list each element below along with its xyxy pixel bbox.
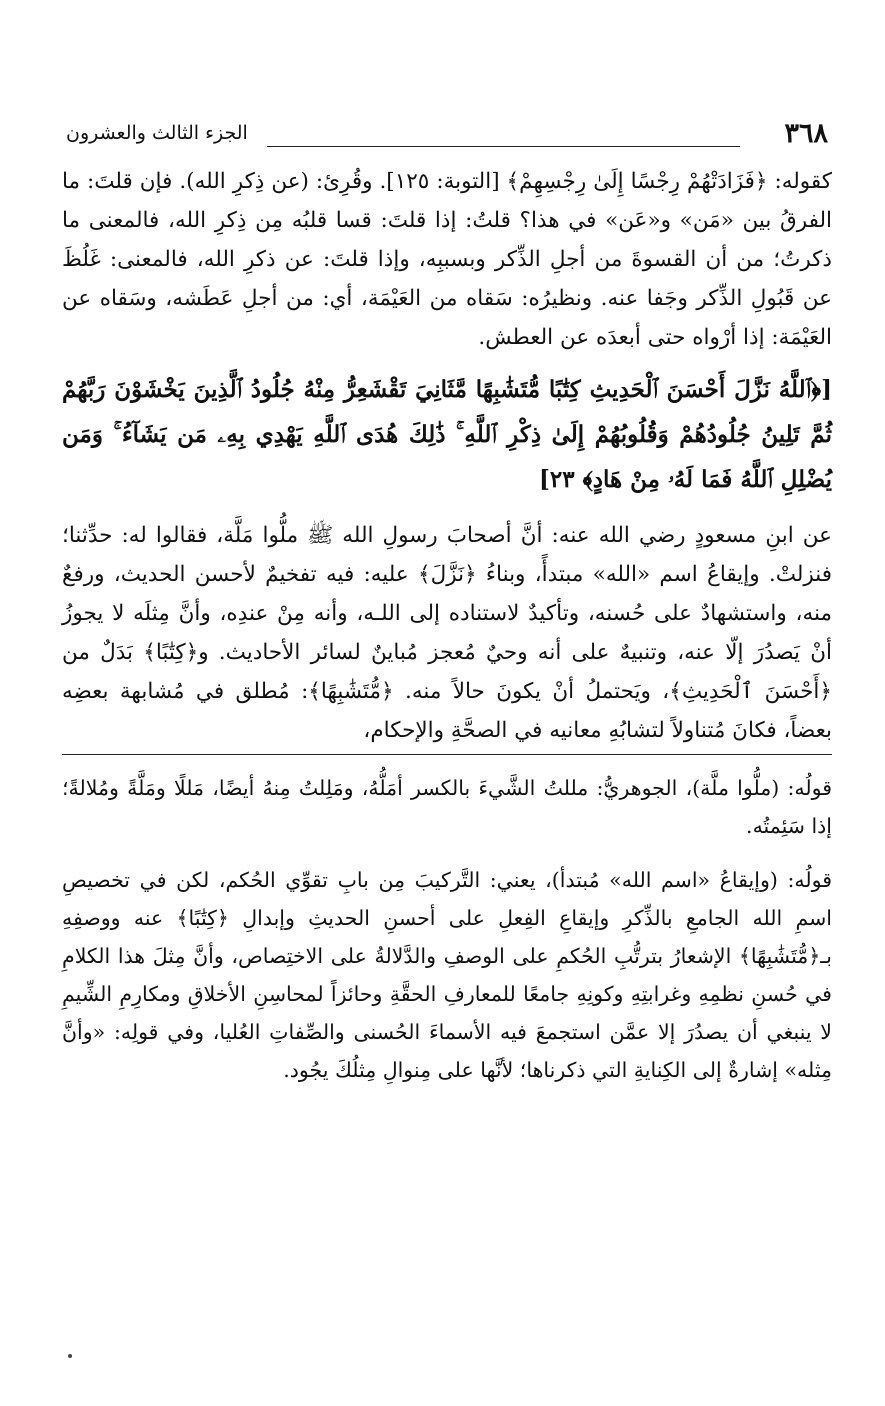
footnote-1: قولُه: (ملُّوا ملَّة)، الجوهريُّ: مللتُ الشَّيءَ بالكسر أمَلُّهُ، ومَلِلتُ مِنهُ أيضًا، مَللًا ومَلَّةً ومُلالةً؛ إذا سَئِمتُه.: [62, 776, 832, 838]
running-title: الجزء الثالث والعشرون: [66, 122, 248, 144]
main-text: [62, 162, 832, 750]
page-number: ٣٦٨: [784, 118, 828, 149]
header-rule: [267, 146, 740, 147]
footnote-2: قولُه: (وإيقاعُ «اسم الله» مُبتدأ)، يعني: التَّركيبَ مِن بابِ تقوِّي الحُكم، لكن في تخصيصِ اسمِ الله الجامعِ بالذِّكرِ وإيقاعِ الفِعلِ على أحسنِ الحديثِ وإبدالِ ﴿كِتَٰبًا﴾ عنه ووصفِهِ بـ﴿مُّتَشَٰبِهًا﴾ الإشعارُ بترتُّبِ الحُكمِ على الوصفِ والدَّلالةُ على الاختِصاص، وأنَّ مِثلَ هذا الكلامِ في حُسنِ نظمِهِ وغرابتِهِ وكونِهِ جامعًا للمعارفِ الحقَّةِ وحائزاً لمحاسِنِ الأخلاقِ ومكارِمِ الشِّيمِ لا ينبغي أن يصدُرَ إلا عمَّن استجمعَ فيه الأسماءَ الحُسنى والصِّفاتِ العُليا، وفي قولِه: «وأنَّ مِثله» إشارةٌ إلى الكِنايةِ التي ذكرناها؛ لأنَّها على مِنوالِ مِثلُكَ يجُود.: [62, 868, 832, 1082]
stray-mark: [68, 1354, 72, 1358]
book-page: [62, 108, 832, 1089]
page-header: [62, 108, 832, 152]
footnotes: [62, 769, 832, 1089]
quran-verse: [﴿ٱللَّهُ نَزَّلَ أَحْسَنَ ٱلْحَدِيثِ كِتَٰبًا مُّتَشَٰبِهًا مَّثَانِيَ تَقْشَعِرُّ مِنْهُ جُلُودُ ٱلَّذِينَ يَخْشَوْنَ رَبَّهُمْ ثُمَّ تَلِينُ جُلُودُهُمْ وَقُلُوبُهُمْ إِلَىٰ ذِكْرِ ٱللَّهِ ۚ ذَٰلِكَ هُدَى ٱللَّهِ يَهْدِي بِهِۦ مَن يَشَآءُ ۚ وَمَن يُضْلِلِ ٱللَّهُ فَمَا لَهُۥ مِنْ هَادٍ﴾ ٢٣]: [62, 376, 832, 493]
commentary-paragraph-2: عن ابنِ مسعودٍ رضي الله عنه: أنَّ أصحابَ رسولِ الله ﷺ ملُّوا مَلَّة، فقالوا له: حدِّثنا؛ فنزلتْ. وإيقاعُ اسم «الله» مبتدأً، وبناءُ ﴿نَزَّلَ﴾ عليه: فيه تفخيمٌ لأحسن الحديث، ورفعٌ منه، واستشهادٌ على حُسنه، وتأكيدٌ لاستناده إلى اللـه، وأنه مِنْ عندِه، وأنَّ مِثلَه لا يجوزُ أنْ يَصدُرَ إلّا عنه، وتنبيهٌ على أنه وحيٌ مُعجز مُباينٌ لسائر الأحاديث. و﴿كِتَٰبًا﴾ بَدَلٌ من ﴿أَحْسَنَ ٱلْحَدِيثِ﴾، ويَحتملُ أنْ يكونَ حالاً منه. ﴿مُّتَشَٰبِهًا﴾: مُطلق في مُشابهة بعضِه بعضاً، فكانَ مُتناولاً لتشابُهِ معانيه في الصحَّةِ والإحكام،: [62, 523, 832, 743]
commentary-paragraph-1: كقوله: ﴿فَزَادَتْهُمْ رِجْسًا إِلَىٰ رِجْسِهِمْ﴾ [التوبة: ١٢٥]. وقُرِئ: (عن ذِكرِ الله). فإن قلتَ: ما الفرقُ بين «مَن» و«عَن» في هذا؟ قلتُ: إذا قلتَ: قسا قلبُه مِن ذِكرِ الله، فالمعنى ما ذكرتُ؛ من أن القسوةَ من أجلِ الذِّكر وبسببِه، وإذا قلتَ: عن ذكرِ الله، فالمعنى: غَلُظَ عن قَبُولِ الذِّكر وجَفا عنه. ونظيرُه: سَقاه من العَيْمَة، أي: من أجلِ عَطَشه، وسَقاه عن العَيْمَة: إذا أرْواه حتى أبعدَه عن العطش.: [62, 169, 832, 350]
footnote-divider: [62, 754, 832, 755]
